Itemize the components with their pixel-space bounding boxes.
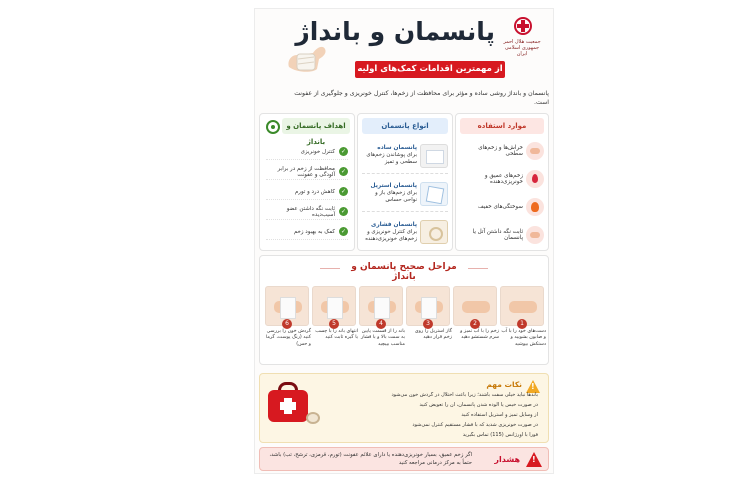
check-icon: ✓ xyxy=(340,228,347,235)
step-number: 3 xyxy=(423,319,433,329)
step-text: زخم را با آب تمیز و سرم شستشو دهید xyxy=(460,329,499,341)
first-aid-kit-image xyxy=(266,378,322,430)
goal-item xyxy=(266,144,348,160)
goals-panel xyxy=(259,113,355,251)
bandaged-hand-icon xyxy=(283,41,331,77)
step-text: دست‌های خود را با آب و صابون بشویید و دستکش بپوشید xyxy=(501,329,546,347)
skin-icon xyxy=(526,142,544,160)
warning-text: اگر زخم عمیق، بسیار خونریزی‌دهنده یا دارای علائم عفونت (تورم، قرمزی، ترشح، تب) باشد، حتماً به مرکز درمانی مراجعه کنید xyxy=(269,452,472,466)
tip-item: در صورت خیس یا آلوده شدن پانسمان، آن را تعویض کنید xyxy=(419,402,538,408)
goal-label: محافظت از زخم در برابر آلودگی و عفونت xyxy=(277,165,335,178)
use-item xyxy=(460,140,544,162)
tip-item: باندها نباید خیلی سفت باشند؛ زیرا باعث اختلال در گردش خون می‌شود xyxy=(391,392,538,398)
tips-title: نکات مهم xyxy=(486,380,522,389)
step-number: 2 xyxy=(470,319,480,329)
step-text: انتهای باند را با چسب یا گیره ثابت کنید xyxy=(315,329,358,341)
use-item-label: سوختگی‌های خفیف xyxy=(477,204,523,210)
tip-item: از وسایل تمیز و استریل استفاده کنید xyxy=(461,412,538,418)
step-number: 4 xyxy=(376,319,386,329)
skin-icon xyxy=(526,226,544,244)
check-icon: ✓ xyxy=(340,168,347,175)
first-aid-poster xyxy=(254,8,554,474)
gauze-icon xyxy=(420,144,448,168)
uses-title: موارد استفاده xyxy=(460,118,544,134)
use-item xyxy=(460,168,544,190)
steps-title: مراحل صحیح پانسمان و بانداژ xyxy=(340,262,468,282)
blood-drop-icon xyxy=(526,170,544,188)
step-item xyxy=(453,286,499,342)
type-desc: برای پوشاندن زخم‌های سطحی و تمیز xyxy=(366,152,417,165)
step-text: گردش خون را بررسی کنید (رنگ پوست، گرما و حس) xyxy=(265,329,311,347)
use-item-label: خراش‌ها و زخم‌های سطحی xyxy=(478,145,523,157)
warning-panel xyxy=(259,447,549,471)
step-item xyxy=(359,286,405,348)
intro-text: پانسمان و بانداژ روشی ساده و مؤثر برای محافظت از زخم‌ها، کنترل خونریزی و جلوگیری از عفونت است. xyxy=(294,90,549,106)
type-name: پانسمان ساده xyxy=(377,145,417,151)
subtitle-banner: از مهمترین اقدامات کمک‌های اولیه xyxy=(355,61,505,78)
type-item xyxy=(362,214,448,250)
step-number: 5 xyxy=(329,319,339,329)
check-icon: ✓ xyxy=(340,188,347,195)
type-desc: برای کنترل خونریزی و زخم‌های خونریزی‌دهنده xyxy=(365,228,417,242)
alert-icon xyxy=(526,452,542,468)
use-item-label: ثابت نگه داشتن آتل یا پانسمان xyxy=(472,229,523,241)
step-number: 1 xyxy=(517,319,527,329)
tip-item: در صورت خونریزی شدید که با فشار مستقیم کنترل نمی‌شود xyxy=(412,422,538,428)
type-item xyxy=(362,176,448,212)
step-text: باند را از قسمت پایین به سمت بالا و با فشار مناسب بپیچید xyxy=(360,329,405,347)
goal-label: کنترل خونریزی xyxy=(300,148,335,155)
type-item xyxy=(362,138,448,174)
red-crescent-icon xyxy=(514,17,532,35)
types-panel xyxy=(357,113,453,251)
type-name: پانسمان استریل xyxy=(370,183,417,189)
goal-item xyxy=(266,164,348,180)
warning-title: هشدار xyxy=(494,455,520,464)
step-item xyxy=(406,286,452,342)
tip-item: فوراً با اورژانس (115) تماس بگیرید xyxy=(462,432,538,438)
check-icon: ✓ xyxy=(340,208,347,215)
fire-icon xyxy=(526,198,544,216)
goal-item xyxy=(266,224,348,240)
step-item xyxy=(312,286,358,342)
type-desc: برای زخم‌های باز و نواحی حساس xyxy=(375,190,417,203)
goals-title: اهداف پانسمان و بانداژ xyxy=(282,118,350,134)
type-name: پانسمان فشاری xyxy=(371,221,417,228)
red-crescent-logo xyxy=(499,15,545,57)
sterile-pad-icon xyxy=(420,182,448,206)
use-item xyxy=(460,196,544,218)
step-item xyxy=(500,286,546,348)
goal-item xyxy=(266,184,348,200)
uses-panel xyxy=(455,113,549,251)
use-item xyxy=(460,224,544,246)
types-title: انواع پانسمان xyxy=(362,118,448,134)
tips-panel xyxy=(259,373,549,443)
goal-item xyxy=(266,204,348,220)
step-number: 6 xyxy=(282,319,292,329)
steps-panel xyxy=(259,255,549,365)
logo-text: جمعیت هلال احمر جمهوری اسلامی ایران xyxy=(503,39,541,57)
step-text: گاز استریل را روی زخم قرار دهید xyxy=(414,329,452,341)
goal-label: کاهش درد و تورم xyxy=(294,188,335,195)
bandage-roll-icon xyxy=(420,220,448,244)
goal-label: ثابت نگه داشتن عضو آسیب‌دیده xyxy=(286,205,335,218)
step-item xyxy=(265,286,311,348)
use-item-label: زخم‌های عمیق و خونریزی‌دهنده xyxy=(484,173,523,185)
page-title: پانسمان و بانداژ xyxy=(295,17,495,46)
goal-label: کمک به بهبود زخم xyxy=(293,228,335,235)
check-icon: ✓ xyxy=(340,148,347,155)
target-icon xyxy=(266,120,280,134)
